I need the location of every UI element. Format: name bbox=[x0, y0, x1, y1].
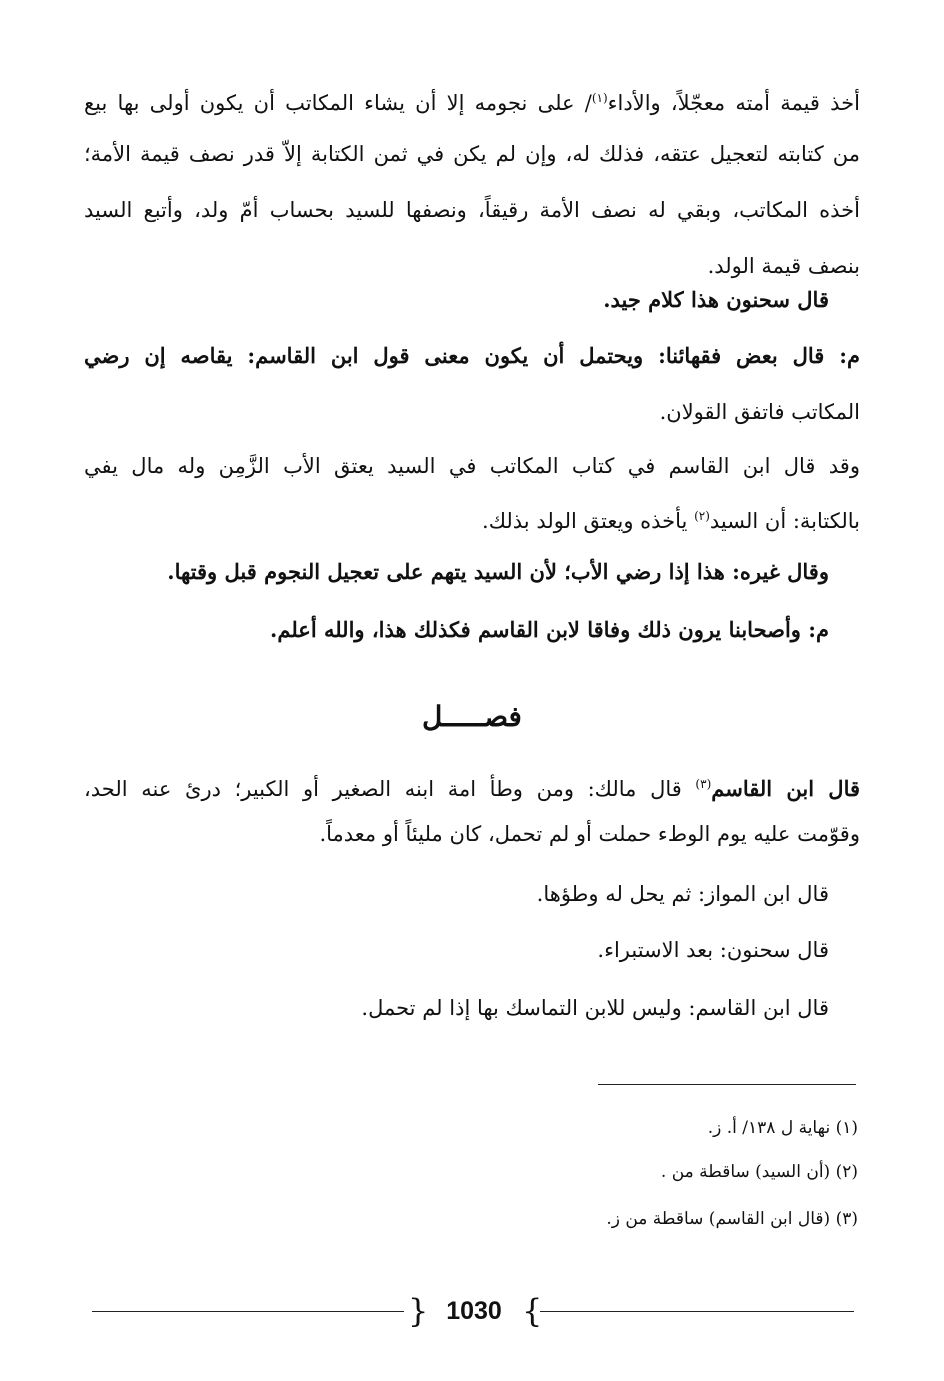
footnote-ref-2[interactable]: (٢) bbox=[694, 509, 710, 523]
paragraph-3-line-2: المكاتب فاتفق القولان. bbox=[659, 400, 860, 424]
footnote-2: (٢) (أن السيد) ساقطة من . bbox=[660, 1162, 858, 1182]
text-span: قال ابن القاسم bbox=[711, 776, 861, 801]
paragraph-9: قال سحنون: بعد الاستبراء. bbox=[597, 938, 829, 962]
section-heading: فصـــــل bbox=[422, 700, 522, 733]
paragraph-3 bbox=[84, 340, 860, 436]
paragraph-5: وقال غيره: هذا إذا رضي الأب؛ لأن السيد يتهم على تعجيل النجوم قبل وقتها. bbox=[167, 559, 829, 584]
text-span: يأخذه ويعتق الولد بذلك. bbox=[482, 509, 695, 533]
footer-rule-right bbox=[540, 1311, 854, 1312]
brace-close: } bbox=[522, 1292, 543, 1330]
brace-open: { bbox=[408, 1292, 429, 1330]
text-span: / على نجومه إلا أن يشاء المكاتب أن يكون أولى بها بيع bbox=[84, 91, 592, 115]
page-number: 1030 bbox=[446, 1297, 502, 1325]
text-span: قال مالك: ومن وطأ امة ابنه الصغير أو الكبير؛ درئ عنه الحد، bbox=[84, 777, 696, 801]
paragraph-1-line-1 bbox=[84, 70, 860, 126]
paragraph-1-line-3: أخذه المكاتب، وبقي له نصف الأمة رقيقاً، ونصفها للسيد بحساب أمّ ولد، وأتبع السيد bbox=[84, 198, 860, 222]
paragraph-1 bbox=[84, 70, 860, 294]
footnote-ref-1[interactable]: (١) bbox=[591, 91, 608, 105]
text-span: أخذ قيمة أمته معجّلاً، والأداء bbox=[607, 91, 860, 115]
footer-rule-left bbox=[92, 1311, 404, 1312]
paragraph-1-line-4: بنصف قيمة الولد. bbox=[707, 254, 860, 278]
footnote-1: (١) نهاية ل ١٣٨/ أ. ز. bbox=[707, 1118, 858, 1138]
paragraph-7 bbox=[84, 768, 860, 858]
footnote-3: (٣) (قال ابن القاسم) ساقطة من ز. bbox=[606, 1209, 858, 1229]
paragraph-3-line-1: م: قال بعض فقهائنا: ويحتمل أن يكون معنى قول ابن القاسم: يقاصه إن رضي bbox=[84, 343, 860, 368]
paragraph-4 bbox=[84, 450, 860, 540]
paragraph-7-line-2: وقوّمت عليه يوم الوطء حملت أو لم تحمل، كان مليئاً أو معدماً. bbox=[319, 822, 860, 846]
paragraph-2: قال سحنون هذا كلام جيد. bbox=[603, 287, 829, 312]
footnote-ref-3[interactable]: (٣) bbox=[695, 777, 712, 791]
paragraph-6: م: وأصحابنا يرون ذلك وفاقا لابن القاسم فكذلك هذا، والله أعلم. bbox=[270, 617, 829, 642]
text-span: بالكتابة: أن السيد bbox=[709, 509, 860, 533]
paragraph-10: قال ابن القاسم: وليس للابن التماسك بها إذا لم تحمل. bbox=[361, 996, 829, 1020]
paragraph-7-line-1 bbox=[84, 768, 860, 818]
footnote-divider bbox=[598, 1084, 856, 1085]
paragraph-1-line-2: من كتابته لتعجيل عتقه، فذلك له، وإن لم يكن في ثمن الكتابة إلاّ قدر نصف قيمة الأمة؛ bbox=[84, 142, 860, 166]
paragraph-8: قال ابن المواز: ثم يحل له وطؤها. bbox=[536, 882, 829, 906]
paragraph-4-line-1: وقد قال ابن القاسم في كتاب المكاتب في السيد يعتق الأب الزَّمِن وله مال يفي bbox=[84, 454, 860, 478]
paragraph-4-line-2 bbox=[84, 500, 860, 540]
